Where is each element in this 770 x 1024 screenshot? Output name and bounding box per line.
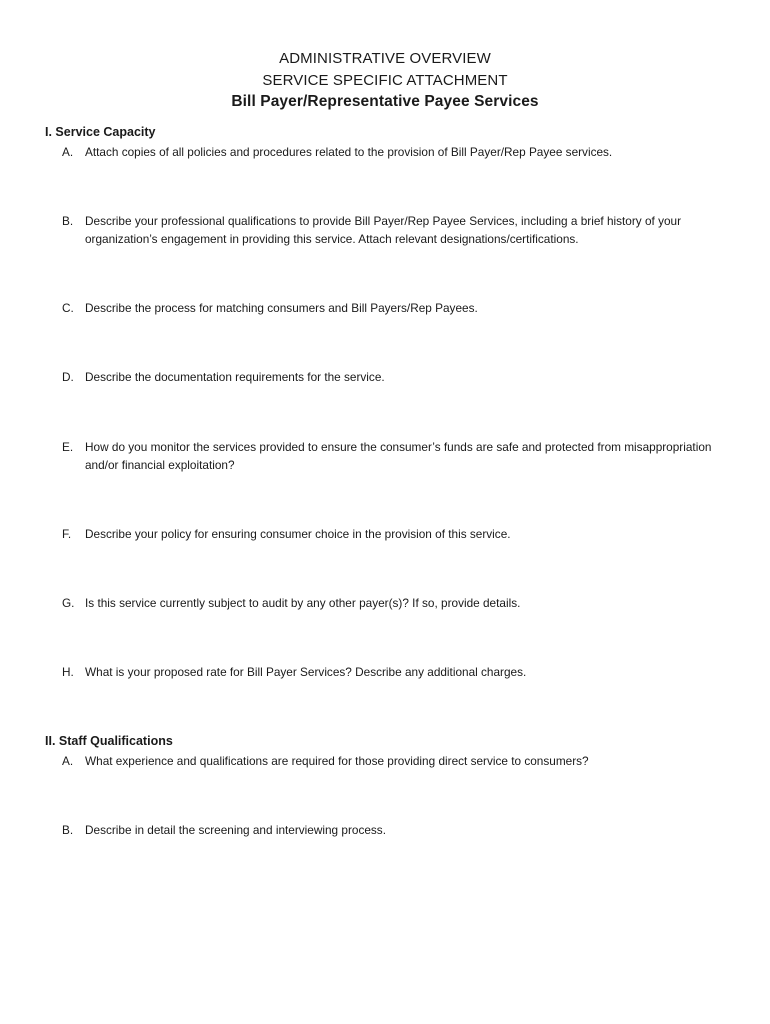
question-letter: A. [62,754,74,768]
question-letter: B. [62,214,74,228]
question-item [62,594,742,612]
document-title-line-1: ADMINISTRATIVE OVERVIEW [279,50,491,67]
question-letter: H. [62,665,74,679]
question-text: Attach copies of all policies and procedures related to the provision of Bill Payer/Rep Payee services. [85,145,613,159]
section-title-staff-qualifications: II. Staff Qualifications [45,734,173,748]
question-text: Describe your professional qualifications to provide Bill Payer/Rep Payee Services, including a brief history of your organization’s engagement in providing this service. Attach relevant designations/certifications. [85,214,682,246]
question-item [62,821,742,839]
document-title-line-2: SERVICE SPECIFIC ATTACHMENT [262,72,508,89]
question-text: What experience and qualifications are required for those providing direct service to consumers? [85,754,589,768]
question-item [62,368,742,386]
question-text: How do you monitor the services provided to ensure the consumer’s funds are safe and protected from misappropriation and/or financial exploitation? [85,440,712,472]
question-item [62,438,742,474]
section-title-service-capacity: I. Service Capacity [45,125,156,139]
question-letter: D. [62,370,74,384]
question-letter: A. [62,145,74,159]
question-item [62,212,742,248]
question-letter: B. [62,823,74,837]
question-letter: F. [62,527,72,541]
question-text: Describe your policy for ensuring consumer choice in the provision of this service. [85,527,511,541]
question-text: What is your proposed rate for Bill Payer Services? Describe any additional charges. [85,665,527,679]
question-item [62,299,742,317]
document-title-line-3: Bill Payer/Representative Payee Services [231,93,539,110]
question-item [62,525,742,543]
question-letter: G. [62,596,75,610]
question-text: Describe the documentation requirements for the service. [85,370,385,384]
question-letter: E. [62,440,74,454]
question-text: Is this service currently subject to audit by any other payer(s)? If so, provide details. [85,596,521,610]
question-item [62,752,742,770]
question-item [62,143,742,161]
question-text: Describe in detail the screening and interviewing process. [85,823,386,837]
question-item [62,663,742,681]
question-letter: C. [62,301,74,315]
question-text: Describe the process for matching consumers and Bill Payers/Rep Payees. [85,301,478,315]
